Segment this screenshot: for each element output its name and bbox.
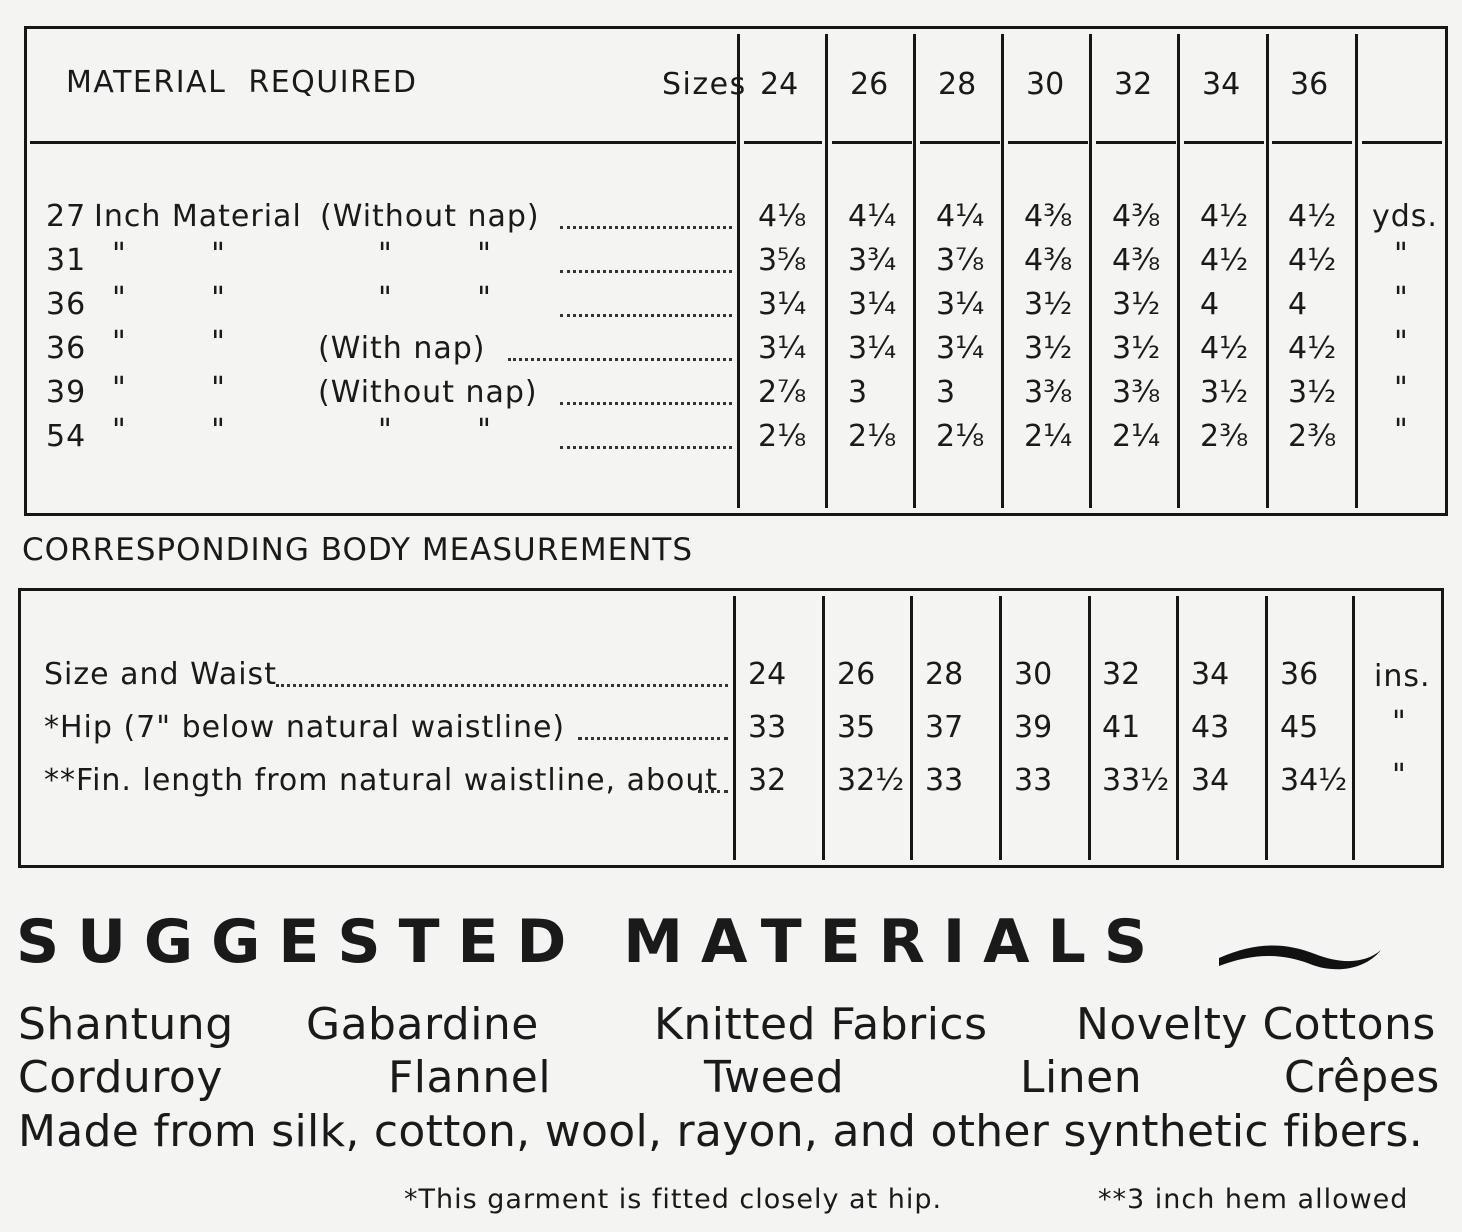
fiber-note: Made from silk, cotton, wool, rayon, and other synthetic fibers. xyxy=(18,1106,1424,1157)
row-desc: " " xyxy=(112,281,226,316)
cell: 33 xyxy=(1014,763,1053,798)
cell: 4 xyxy=(1288,287,1308,322)
leader-dots xyxy=(560,226,732,229)
unit-cell: " xyxy=(1394,281,1409,316)
cell: 3 xyxy=(848,375,868,410)
leader-dots xyxy=(698,790,728,793)
cell: 36 xyxy=(1280,657,1319,692)
cell: 3⅝ xyxy=(758,243,807,278)
cell: 4½ xyxy=(1200,199,1249,234)
material-novelty-cottons: Novelty Cottons xyxy=(1076,999,1436,1050)
cell: 4½ xyxy=(1200,243,1249,278)
swash-ornament xyxy=(1215,928,1385,978)
row-nap: " " xyxy=(378,237,492,272)
cell: 4 xyxy=(1200,287,1220,322)
cell: 3⅞ xyxy=(936,243,985,278)
cell: 43 xyxy=(1191,710,1230,745)
row-desc: " " xyxy=(112,371,226,406)
cell: 34½ xyxy=(1280,763,1348,798)
cell: 3¼ xyxy=(848,331,897,366)
cell: 37 xyxy=(925,710,964,745)
material-header-rule xyxy=(30,141,736,144)
unit-cell: " xyxy=(1394,325,1409,360)
cell: 3¼ xyxy=(758,287,807,322)
cell: 4¼ xyxy=(936,199,985,234)
cell: 4⅜ xyxy=(1112,243,1161,278)
suggested-materials-title: SUGGESTED MATERIALS xyxy=(16,907,1166,977)
cell: 2⅛ xyxy=(848,419,897,454)
cell: 3½ xyxy=(1200,375,1249,410)
cell: 3½ xyxy=(1024,331,1073,366)
cell: 4½ xyxy=(1288,331,1337,366)
body-measurements-title: CORRESPONDING BODY MEASUREMENTS xyxy=(22,532,694,568)
unit-cell: " xyxy=(1392,705,1407,740)
cell: 2¼ xyxy=(1112,419,1161,454)
row-nap: (Without nap) xyxy=(318,375,538,410)
size-header: 28 xyxy=(938,67,977,102)
cell: 28 xyxy=(925,657,964,692)
size-header: 26 xyxy=(850,67,889,102)
cell: 3 xyxy=(936,375,956,410)
cell: 3¼ xyxy=(758,331,807,366)
cell: 3¼ xyxy=(848,287,897,322)
cell: 3¼ xyxy=(936,331,985,366)
size-header: 36 xyxy=(1290,67,1329,102)
row-width: 54 xyxy=(46,419,87,454)
sizes-label: Sizes xyxy=(662,67,747,102)
material-crepes: Crêpes xyxy=(1284,1052,1440,1103)
cell: 2⅞ xyxy=(758,375,807,410)
unit-cell: yds. xyxy=(1372,199,1438,234)
unit-cell: " xyxy=(1394,237,1409,272)
footnote-hem: **3 inch hem allowed xyxy=(1098,1184,1409,1215)
cell: 2⅜ xyxy=(1200,419,1249,454)
cell: 32 xyxy=(748,763,787,798)
row-width: 39 xyxy=(46,375,87,410)
cell: 35 xyxy=(837,710,876,745)
cell: 4½ xyxy=(1288,243,1337,278)
cell: 4½ xyxy=(1288,199,1337,234)
row-desc: " " xyxy=(112,237,226,272)
cell: 32 xyxy=(1102,657,1141,692)
row-nap: " " xyxy=(378,281,492,316)
unit-cell: " xyxy=(1394,413,1409,448)
material-tweed: Tweed xyxy=(704,1052,845,1103)
footnote-hip: *This garment is fitted closely at hip. xyxy=(404,1184,943,1215)
cell: 4⅜ xyxy=(1024,199,1073,234)
cell: 33 xyxy=(925,763,964,798)
row-desc: " " xyxy=(112,325,226,360)
cell: 24 xyxy=(748,657,787,692)
material-shantung: Shantung xyxy=(18,999,234,1050)
material-knitted-fabrics: Knitted Fabrics xyxy=(654,999,988,1050)
row-desc: Inch Material xyxy=(94,199,302,234)
unit-cell: " xyxy=(1392,758,1407,793)
cell: 3⅜ xyxy=(1112,375,1161,410)
leader-dots xyxy=(560,402,732,405)
material-title: MATERIAL REQUIRED xyxy=(66,65,418,100)
unit-cell: " xyxy=(1394,371,1409,406)
cell: 3½ xyxy=(1024,287,1073,322)
cell: 4½ xyxy=(1200,331,1249,366)
cell: 3½ xyxy=(1112,287,1161,322)
cell: 3⅜ xyxy=(1024,375,1073,410)
cell: 4¼ xyxy=(848,199,897,234)
unit-cell: ins. xyxy=(1374,659,1431,694)
cell: 3¼ xyxy=(936,287,985,322)
size-header: 24 xyxy=(760,67,799,102)
cell: 4⅛ xyxy=(758,199,807,234)
row-nap: (Without nap) xyxy=(320,199,540,234)
leader-dots xyxy=(560,314,732,317)
row-width: 27 xyxy=(46,199,87,234)
cell: 2⅛ xyxy=(936,419,985,454)
cell: 26 xyxy=(837,657,876,692)
body-row-label: *Hip (7" below natural waistline) xyxy=(44,710,566,745)
cell: 34 xyxy=(1191,657,1230,692)
cell: 45 xyxy=(1280,710,1319,745)
cell: 32½ xyxy=(837,763,905,798)
size-header: 34 xyxy=(1202,67,1241,102)
body-row-label: Size and Waist xyxy=(44,657,277,692)
size-header: 30 xyxy=(1026,67,1065,102)
leader-dots xyxy=(560,270,732,273)
row-desc: " " xyxy=(112,413,226,448)
cell: 33½ xyxy=(1102,763,1170,798)
cell: 2⅜ xyxy=(1288,419,1337,454)
row-width: 31 xyxy=(46,243,87,278)
cell: 33 xyxy=(748,710,787,745)
cell: 30 xyxy=(1014,657,1053,692)
cell: 3¾ xyxy=(848,243,897,278)
leader-dots xyxy=(560,446,732,449)
size-header: 32 xyxy=(1114,67,1153,102)
material-corduroy: Corduroy xyxy=(18,1052,223,1103)
cell: 34 xyxy=(1191,763,1230,798)
material-gabardine: Gabardine xyxy=(306,999,539,1050)
material-linen: Linen xyxy=(1020,1052,1143,1103)
cell: 2⅛ xyxy=(758,419,807,454)
row-width: 36 xyxy=(46,331,87,366)
leader-dots xyxy=(276,684,728,687)
leader-dots xyxy=(578,737,728,740)
row-nap: (With nap) xyxy=(318,331,486,366)
row-nap: " " xyxy=(378,413,492,448)
body-row-label: **Fin. length from natural waistline, about xyxy=(44,763,719,798)
cell: 4⅜ xyxy=(1024,243,1073,278)
cell: 3½ xyxy=(1112,331,1161,366)
cell: 4⅜ xyxy=(1112,199,1161,234)
material-flannel: Flannel xyxy=(388,1052,552,1103)
cell: 2¼ xyxy=(1024,419,1073,454)
row-width: 36 xyxy=(46,287,87,322)
cell: 3½ xyxy=(1288,375,1337,410)
cell: 41 xyxy=(1102,710,1141,745)
leader-dots xyxy=(508,358,732,361)
cell: 39 xyxy=(1014,710,1053,745)
